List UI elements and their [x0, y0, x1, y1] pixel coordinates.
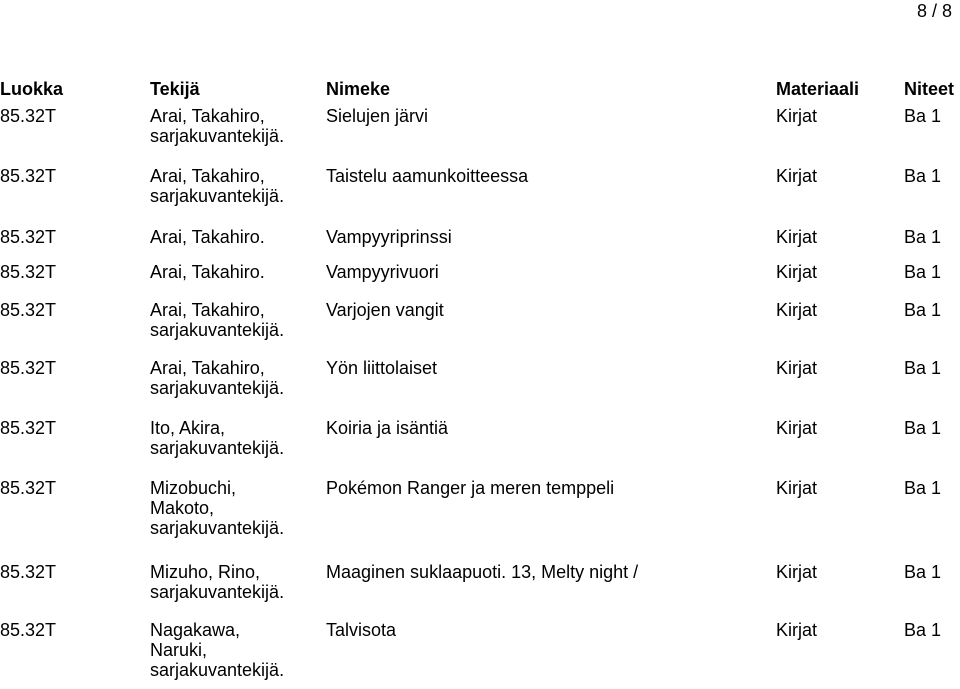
author-line: sarjakuvantekijä.: [150, 660, 285, 680]
title-cell: Yön liittolaiset: [326, 358, 438, 378]
author-line: sarjakuvantekijä.: [150, 320, 285, 340]
author-line: Arai, Takahiro.: [150, 227, 265, 247]
notes-cell: Ba 1: [904, 262, 942, 282]
material-cell: Kirjat: [776, 620, 818, 640]
author-cell: [150, 562, 325, 602]
column-header-title: Nimeke: [326, 79, 391, 99]
author-line: Arai, Takahiro.: [150, 262, 265, 282]
title-cell: Vampyyriprinssi: [326, 227, 452, 247]
author-line: sarjakuvantekijä.: [150, 582, 285, 602]
class-cell: 85.32T: [0, 166, 57, 186]
class-cell: 85.32T: [0, 106, 57, 126]
material-cell: Kirjat: [776, 478, 818, 498]
notes-cell: Ba 1: [904, 300, 942, 320]
material-cell: Kirjat: [776, 358, 818, 378]
author-cell: [150, 620, 325, 680]
title-cell: Pokémon Ranger ja meren temppeli: [326, 478, 615, 498]
class-cell: 85.32T: [0, 620, 57, 640]
author-line: sarjakuvantekijä.: [150, 186, 285, 206]
material-cell: Kirjat: [776, 300, 818, 320]
notes-cell: Ba 1: [904, 562, 942, 582]
material-cell: Kirjat: [776, 562, 818, 582]
author-cell: [150, 166, 325, 206]
class-cell: 85.32T: [0, 227, 57, 247]
notes-cell: Ba 1: [904, 227, 942, 247]
author-cell: [150, 478, 325, 538]
class-cell: 85.32T: [0, 418, 57, 438]
page-number: 8 / 8: [916, 1, 952, 21]
author-line: Arai, Takahiro,: [150, 166, 265, 186]
title-cell: Sielujen järvi: [326, 106, 429, 126]
material-cell: Kirjat: [776, 262, 818, 282]
notes-cell: Ba 1: [904, 478, 942, 498]
author-line: sarjakuvantekijä.: [150, 126, 285, 146]
author-line: sarjakuvantekijä.: [150, 438, 285, 458]
material-cell: Kirjat: [776, 166, 818, 186]
class-cell: 85.32T: [0, 478, 57, 498]
author-line: Makoto,: [150, 498, 215, 518]
title-cell: Maaginen suklaapuoti. 13, Melty night /: [326, 562, 639, 582]
material-cell: Kirjat: [776, 106, 818, 126]
title-cell: Koiria ja isäntiä: [326, 418, 449, 438]
class-cell: 85.32T: [0, 562, 57, 582]
author-cell: [150, 300, 325, 340]
material-cell: Kirjat: [776, 418, 818, 438]
class-cell: 85.32T: [0, 262, 57, 282]
notes-cell: Ba 1: [904, 620, 942, 640]
author-line: sarjakuvantekijä.: [150, 518, 285, 538]
column-header-material: Materiaali: [776, 79, 860, 99]
title-cell: Varjojen vangit: [326, 300, 444, 320]
column-header-notes: Niteet: [904, 79, 955, 99]
class-cell: 85.32T: [0, 300, 57, 320]
author-line: Arai, Takahiro,: [150, 106, 265, 126]
title-cell: Vampyyrivuori: [326, 262, 439, 282]
author-cell: [150, 358, 325, 398]
title-cell: Taistelu aamunkoitteessa: [326, 166, 529, 186]
column-header-class: Luokka: [0, 79, 64, 99]
author-line: Nagakawa,: [150, 620, 241, 640]
author-line: sarjakuvantekijä.: [150, 378, 285, 398]
author-line: Mizobuchi,: [150, 478, 237, 498]
author-line: Arai, Takahiro,: [150, 358, 265, 378]
author-cell: [150, 106, 325, 146]
author-cell: [150, 418, 325, 458]
notes-cell: Ba 1: [904, 106, 942, 126]
column-header-author: Tekijä: [150, 79, 200, 99]
material-cell: Kirjat: [776, 227, 818, 247]
title-cell: Talvisota: [326, 620, 397, 640]
notes-cell: Ba 1: [904, 358, 942, 378]
author-line: Ito, Akira,: [150, 418, 226, 438]
author-line: Mizuho, Rino,: [150, 562, 261, 582]
author-line: Arai, Takahiro,: [150, 300, 265, 320]
notes-cell: Ba 1: [904, 418, 942, 438]
author-cell: [150, 262, 325, 282]
author-line: Naruki,: [150, 640, 208, 660]
notes-cell: Ba 1: [904, 166, 942, 186]
class-cell: 85.32T: [0, 358, 57, 378]
author-cell: [150, 227, 325, 247]
